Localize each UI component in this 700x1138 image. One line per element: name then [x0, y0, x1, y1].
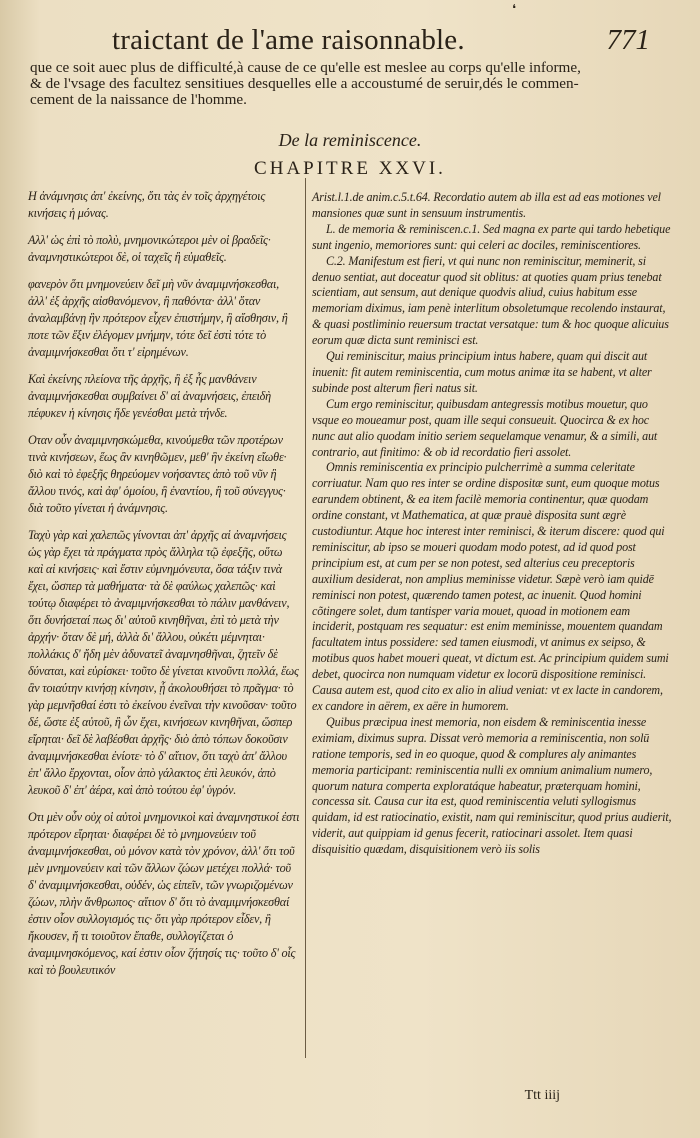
intro-line: & de l'vsage des facultez sensitiues desquelles elle a accoustumé de seruir,dés le commen- — [30, 75, 579, 92]
greek-paragraph: φανερὸν ὅτι μνημονεύειν δεῖ μὴ νῦν ἀναμιμνήσκεσθαι, ἀλλ' ἐξ ἀρχῆς αἰσθανόμενον, ἢ παθόντα· ἀλλ' ὅταν ἀναλαμβάνῃ ἣν πρότερον εἶχεν ἐπιστήμην, ἢ αἴσθησιν, ἢ ποτε τῶν ἕξιν ἐλέγομεν μνήμην, τότε δεῖ ἐστὶ τότε τὸ ἀναμιμνήσκεσθαι ὅτι τ' εἰρημένων. — [28, 277, 288, 359]
greek-column — [28, 188, 300, 989]
latin-paragraph: C.2. Manifestum est fieri, vt qui nunc non reminiscitur, meminerit, si denuo sentiat, aut doceatur quod sit oblitus: at quoties quam prius tenebat scientiam, aut sensum, aut denique quodvis aliud, cuius habitum esse memoriam diximus, iam penè interlitum obsoletumque recolendo instaurat, & quasi postliminio reuersum tractat versatque: tum & hoc quoque alicuius eorum quæ dicta sunt reminisci est. — [312, 253, 669, 348]
greek-paragraph: Αλλ' ὡς ἐπὶ τὸ πολὺ, μνημονικώτεροι μὲν οἱ βραδεῖς· ἀναμνηστικώτεροι δὲ, οἱ ταχεῖς ἢ εὐμαθεῖς. — [28, 233, 271, 264]
latin-paragraph: Arist.l.1.de anim.c.5.t.64. Recordatio autem ab illa est ad eas motiones vel mansiones quæ sunt in sensuum instrumentis. — [312, 190, 661, 220]
latin-paragraph: Omnis reminiscentia ex principio pulcherrimè a summa celeritate corriuatur. Nam quo res inter se ordine dispositæ sunt, eum quoque motus earundem obtinent, & ea item facilè memoria continentur, quæ quodam ordine constant, vt Mathematica, at quæ prauè disposita sunt ægrè custodiuntur. Atque hoc interest inter reminisci, & iterum discere: quod qui reminiscitur, ab ipso se moueri quodam modo potest, ad id quod post principium est, at cum per se non potest, sed alterius ceu preceptoris auxilium desiderat, non amplius meminisse videtur. Sæpè verò iam quidē reminisci non potest, quærendo tamen potest, ac inuenit. Quod homini cõtingere solet, dum tantisper varia mouet, quoad in motionem eam inciderit, postquam res sequatur: est enim meminisse, mouentem quandam facultatem intus possidere: sed tamen eiusmodi, vt animus ex seipso, & motibus quos habet moueri queat, vt dictum est. Ac principium quidem sumi debet, quocirca non numquam videtur ex locorū dispositione reminisci. Causa autem est, quod cito ex alio in aliud veniat: vt ex lacte in candorem, ex candore in aërem, ex aëre in humorem. — [312, 460, 669, 713]
running-title: traictant de l'ame raisonnable. — [112, 24, 465, 56]
greek-paragraph: Οτι μὲν οὖν οὐχ οἱ αὐτοὶ μνημονικοὶ καὶ ἀναμνηστικοί ἐστι πρότερον εἴρηται· διαφέρει δὲ τὸ μνημονεύειν τοῦ ἀναμιμνήσκεσθαι, οὐ μόνον κατὰ τὸν χρόνον, ἀλλ' ὅτι τοῦ μὲν μνημονεύειν καὶ τῶν ἄλλων ζώων μετέχει πολλά· τοῦ δ' ἀναμιμνήσκεσθαι, οὐδέν, ὡς εἰπεῖν, τῶν γνωριζομένων ζώων, πλὴν ἄνθρωπος· αἴτιον δ' ὅτι τὸ ἀναμιμνήσκεσθαί ἐστιν οἷον συλλογισμός τις· ὅτι γὰρ πρότερον εἶδεν, ἢ ἤκουσεν, ἤ τι τοιοῦτον ἔπαθε, συλλογίζεται ὁ ἀναμιμνησκόμενος, καί ἐστιν οἷον ζήτησίς τις· τοῦτο δ' οἷς καὶ τὸ βουλευτικόν — [28, 810, 300, 977]
page-header — [112, 24, 670, 64]
intro-line: cement de la naissance de l'homme. — [30, 91, 247, 108]
greek-paragraph: Καὶ ἐκείνης πλείονα τῆς ἀρχῆς, ἢ ἐξ ἧς μανθάνειν ἀναμιμνήσκεσθαι συμβαίνει δ' αἱ ἀναμνήσεις, ἐπειδὴ πέφυκεν ἡ κίνησις ἥδε γενέσθαι μετὰ τήνδε. — [28, 372, 271, 420]
ink-mark: ❛ — [512, 2, 516, 16]
intro-paragraph — [30, 60, 670, 108]
chapter-heading: CHAPITRE XXVI. — [254, 158, 446, 179]
signature-mark: Ttt iiij — [524, 1088, 560, 1103]
latin-paragraph: L. de memoria & reminiscen.c.1. Sed magna ex parte qui tardo hebetique sunt ingenio, memoriores sunt: qui celeri ac dociles, reminiscentiores. — [312, 221, 671, 252]
page-number: 771 — [606, 24, 650, 56]
intro-line: que ce soit auec plus de difficulté,à cause de ce qu'elle est meslee au corps qu'elle informe, — [30, 59, 581, 76]
latin-paragraph: Quibus præcipua inest memoria, non eisdem & reminiscentia inesse eximiam, diximus supra. Dissat verò memoria a reminiscentia, non solū ratione temporis, sed in eo quoque, quod & complures aly animantes memoria participant: reminiscentia nulli ex omnium animalium numero, quorum natura comperta exploratáque habeatur, præterquam homini, concessa sit. Causa cur ita est, quod reminiscentia veluti syllogismus quidam, id est ratiocinatio, existit, nam qui reminiscitur, quod prius audierit, viderit, aut quippiam id genus fecerit, ratiocinari assolet. Item quasi disquisitio quædam, disquisitionem verò iis solis — [312, 714, 672, 857]
greek-paragraph: Η ἀνάμνησις ἀπ' ἐκείνης, ὅτι τὰς ἐν τοῖς ἀρχηγέτοις κινήσεις ἡ μόνας. — [28, 189, 266, 220]
latin-paragraph: Cum ergo reminiscitur, quibusdam antegressis motibus mouetur, quo vsque eo moueamur post, quam ille sequi consueuit. Quocirca & ex hoc nunc aut alio quodam initio seriem sequelamque venamur, & a simili, aut contrario, aut finitimo: & ob id recordatio fieri assolet. — [312, 396, 658, 459]
section-title: De la reminiscence. — [278, 130, 422, 150]
greek-paragraph: Ταχὺ γὰρ καὶ χαλεπῶς γίνονται ἀπ' ἀρχῆς αἱ ἀναμνήσεις ὡς γὰρ ἔχει τὰ πράγματα πρὸς ἄλληλα τῷ ἐφεξῆς, οὕτω καὶ αἱ κινήσεις· καὶ ἔστιν εὐμνημόνευτα, ὅσα τάξιν τινὰ ἔχει, ὥσπερ τὰ μαθήματα· τὰ δὲ φαύλως χαλεπῶς· καὶ τούτῳ διαφέρει τὸ ἀναμιμνήσκεσθαι τὸ πάλιν μανθάνειν, ὅτι δυνήσεταί πως δι' αὐτοῦ κινηθῆναι, ἐπὶ τὸ μετὰ τὴν ἀρχήν· ὅταν δὲ μή, ἀλλὰ δι' ἄλλου, οὐκέτι μέμνηται· πολλάκις δ' ἤδη μὲν ἀδυνατεῖ ἀναμνησθῆναι, ζητεῖν δὲ δύναται, καὶ εὑρίσκει· τοῦτο δὲ γίνεται κινοῦντι πολλά, ἕως ἂν τοιαύτην κινήσῃ κίνησιν, ᾗ ἀκολουθήσει τὸ πρᾶγμα· τὸ γὰρ μεμνῆσθαί ἐστι τὸ ἐκείνου ἐνεῖναι τὴν κινοῦσαν· τοῦτο δέ, ὥστε ἐξ αὐτοῦ, ἢ ὧν ἔχει, κινήσεων κινηθῆναι, ὥσπερ εἴρηται· δεῖ δὲ λαβέσθαι ἀρχῆς· διὸ ἀπὸ τόπων δοκοῦσιν ἀναμιμνήσκεσθαι ἐνίοτε· τὸ δ' αἴτιον, ὅτι ταχὺ ἀπ' ἄλλου ἐπ' ἄλλο ἔρχονται, οἷον ἀπὸ γάλακτος ἐπὶ λευκόν, ἀπὸ λευκοῦ δ' ἐπ' ἀέρα, καὶ ἀπὸ τούτου ἐφ' ὑγρόν. — [28, 528, 299, 797]
column-divider — [305, 178, 306, 1058]
greek-paragraph: Οταν οὖν ἀναμιμνησκώμεθα, κινούμεθα τῶν προτέρων τινὰ κινήσεων, ἕως ἂν κινηθῶμεν, μεθ' ἣν ἐκείνη εἴωθε· διὸ καὶ τὸ ἐφεξῆς θηρεύομεν νοήσαντες ἀπὸ τοῦ νῦν ἢ ἄλλου τινός, καὶ ἀφ' ὁμοίου, ἢ ἐναντίου, ἢ τοῦ σύνεγγυς· διὰ τοῦτο γίνεται ἡ ἀνάμνησις. — [28, 433, 287, 515]
latin-column — [312, 190, 674, 858]
latin-paragraph: Qui reminiscitur, maius principium intus habere, quam qui discit aut inuenit: fit autem reminiscentia, cum motus animæ ita se habent, vt alter subinde post alterum fieri natus sit. — [312, 349, 652, 395]
